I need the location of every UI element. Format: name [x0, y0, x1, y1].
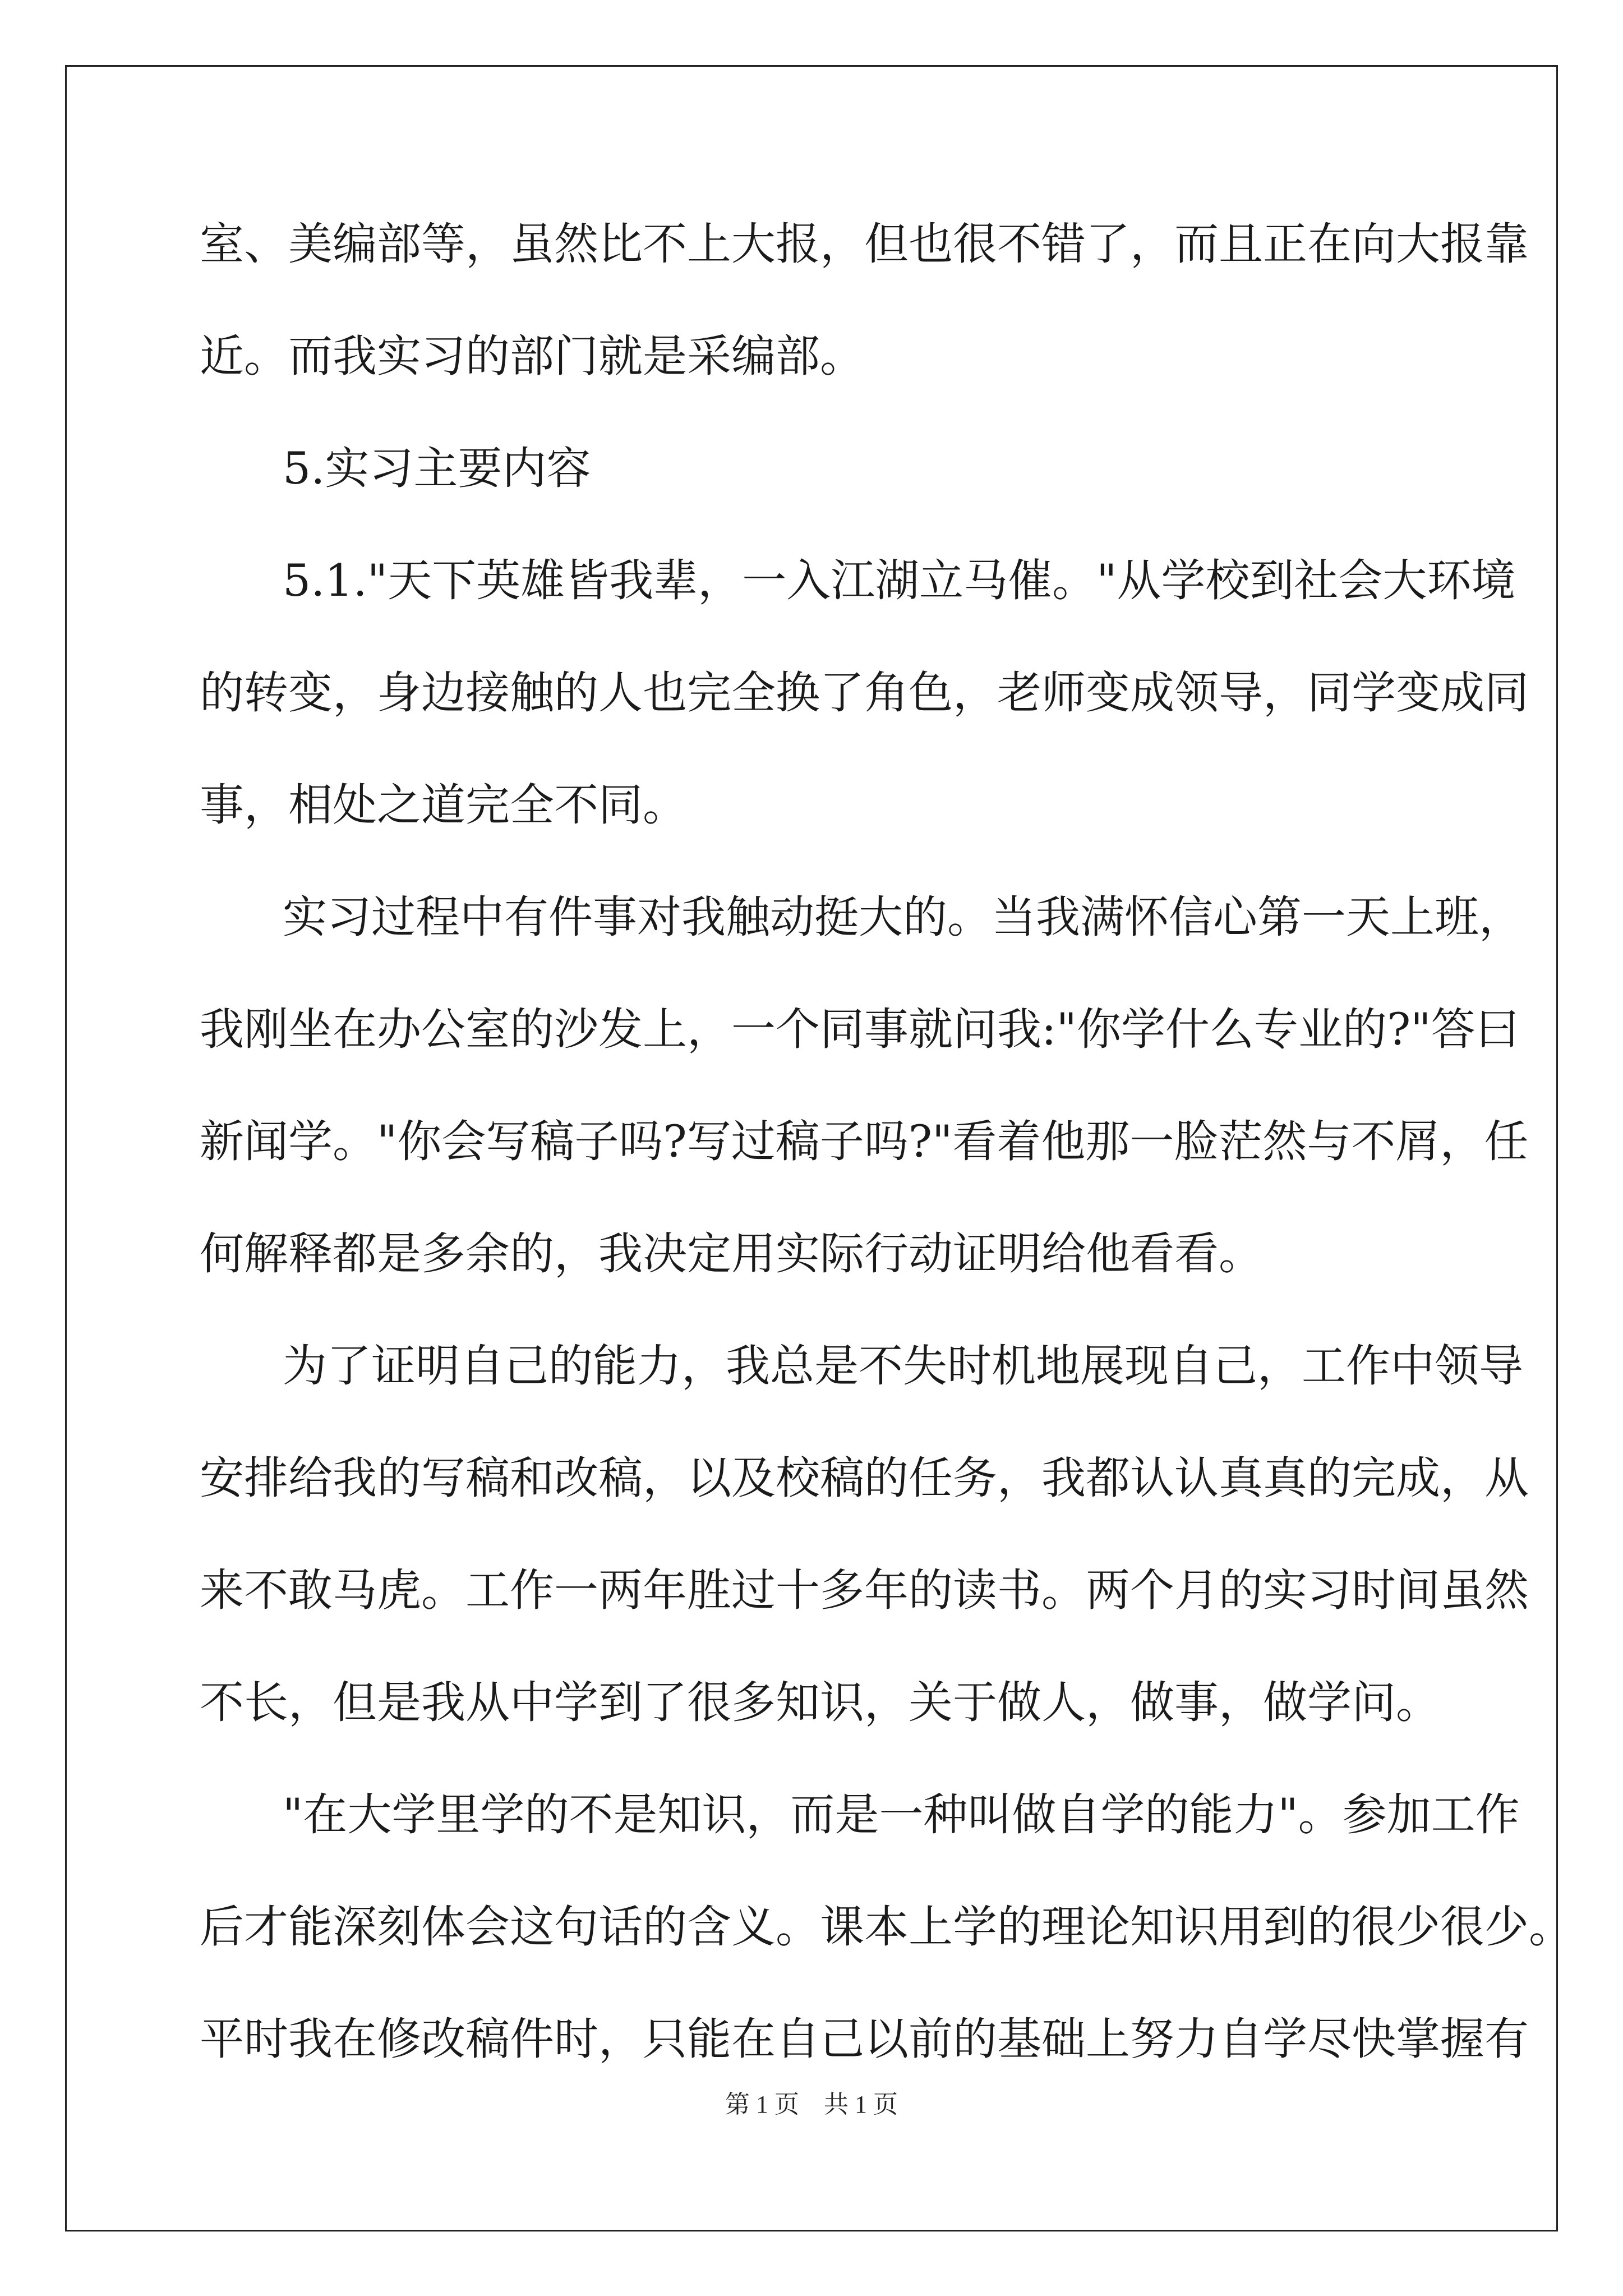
- text-line: 新闻学。"你会写稿子吗?写过稿子吗?"看着他那一脸茫然与不屑，任: [200, 1116, 1529, 1167]
- text-line: 近。而我实习的部门就是采编部。: [200, 330, 864, 382]
- text-line: 5.1."天下英雄皆我辈，一入江湖立马催。"从学校到社会大环境: [283, 555, 1516, 606]
- text-line: 为了证明自己的能力，我总是不失时机地展现自己，工作中领导: [283, 1340, 1523, 1392]
- text-line: "在大学里学的不是知识，而是一种叫做自学的能力"。参加工作: [283, 1789, 1520, 1841]
- text-line: 我刚坐在办公室的沙发上，一个同事就问我:"你学什么专业的?"答曰: [200, 1004, 1520, 1055]
- text-line: 后才能深刻体会这句话的含义。课本上学的理论知识用到的很少很少。: [200, 1901, 1573, 1953]
- text-line: 实习过程中有件事对我触动挺大的。当我满怀信心第一天上班，: [283, 891, 1523, 943]
- section-heading: 5.实习主要内容: [283, 443, 591, 494]
- text-line: 来不敢马虎。工作一两年胜过十多年的读书。两个月的实习时间虽然: [200, 1565, 1529, 1616]
- page-footer: 第 1 页 共 1 页: [725, 2091, 898, 2118]
- text-line: 室、美编部等，虽然比不上大报，但也很不错了，而且正在向大报靠: [200, 218, 1529, 270]
- text-line: 平时我在修改稿件时，只能在自己以前的基础上努力自学尽快掌握有: [200, 2013, 1529, 2065]
- text-line: 安排给我的写稿和改稿，以及校稿的任务，我都认认真真的完成，从: [200, 1452, 1529, 1504]
- text-line: 何解释都是多余的，我决定用实际行动证明给他看看。: [200, 1228, 1263, 1280]
- text-line: 的转变，身边接触的人也完全换了角色，老师变成领导，同学变成同: [200, 667, 1529, 719]
- text-line: 不长，但是我从中学到了很多知识，关于做人，做事，做学问。: [200, 1677, 1440, 1728]
- text-line: 事，相处之道完全不同。: [200, 779, 687, 831]
